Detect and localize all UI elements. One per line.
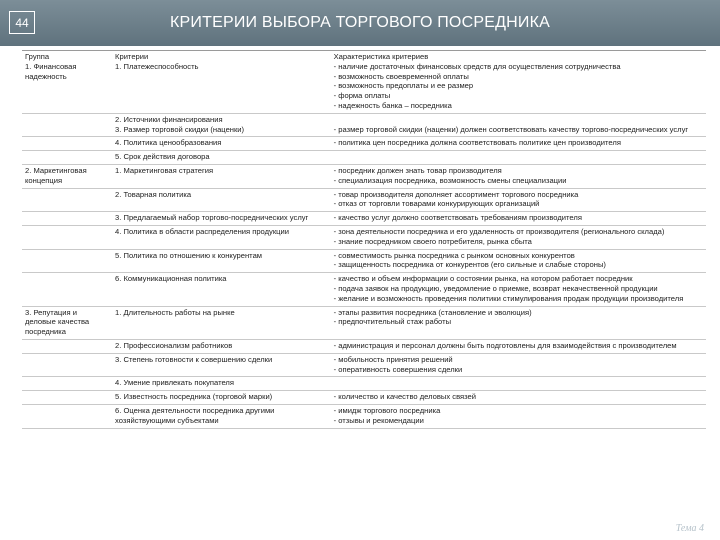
- description-cell: - количество и качество деловых связей: [331, 391, 706, 405]
- description-cell: - товар производителя дополняет ассортимент торгового посредника - отказ от торговли товарами конкурирующих организаций: [331, 188, 706, 212]
- table-row: [22, 151, 706, 165]
- criterion-cell: 6. Коммуникационная политика: [112, 273, 331, 306]
- group-cell: [22, 137, 112, 151]
- slide-number: 44: [9, 11, 35, 34]
- table-row: [22, 339, 706, 353]
- group-cell: [22, 391, 112, 405]
- criteria-table-container: [22, 50, 706, 429]
- description-cell: - совместимость рынка посредника с рынком основных конкурентов - защищенность посредника от конкурентов (его сильные и слабые стороны): [331, 249, 706, 273]
- description-cell: - посредник должен знать товар производителя - специализация посредника, возможность смены специализации: [331, 164, 706, 188]
- table-row: [22, 353, 706, 377]
- table-row: [22, 113, 706, 137]
- criterion-cell: 1. Маркетинговая стратегия: [112, 164, 331, 188]
- group-cell: [22, 225, 112, 249]
- table-row: [22, 225, 706, 249]
- criterion-cell: 3. Предлагаемый набор торгово-посреднических услуг: [112, 212, 331, 226]
- description-cell: - качество услуг должно соответствовать требованиям производителя: [331, 212, 706, 226]
- group-cell: [22, 339, 112, 353]
- description-cell: - зона деятельности посредника и его удаленность от производителя (регионального склада) - знание посредником своего потребителя, рынка сбыта: [331, 225, 706, 249]
- group-cell: 3. Репутация и деловые качества посредника: [22, 306, 112, 339]
- table-row: [22, 249, 706, 273]
- table-row: [22, 212, 706, 226]
- description-cell: - качество и объем информации о состоянии рынка, на котором работает посредник - подача заявок на продукцию, уведомление о приемке, возврат некачественной продукции - желание и возможность проведения политики стимулирования продаж продукции производителя: [331, 273, 706, 306]
- description-cell: [331, 151, 706, 165]
- description-cell: - имидж торгового посредника - отзывы и рекомендации: [331, 404, 706, 428]
- criterion-cell: 2. Товарная политика: [112, 188, 331, 212]
- group-cell: [22, 151, 112, 165]
- group-cell: [22, 377, 112, 391]
- criterion-cell: 1. Длительность работы на рынке: [112, 306, 331, 339]
- group-cell: Группа 1. Финансовая надежность: [22, 51, 112, 114]
- table-row: [22, 404, 706, 428]
- description-cell: - администрация и персонал должны быть подготовлены для взаимодействия с производителем: [331, 339, 706, 353]
- criterion-cell: 4. Политика ценообразования: [112, 137, 331, 151]
- table-row: [22, 306, 706, 339]
- criterion-cell: 6. Оценка деятельности посредника другими хозяйствующими субъектами: [112, 404, 331, 428]
- description-cell: - этапы развития посредника (становление и эволюция) - предпочтительный стаж работы: [331, 306, 706, 339]
- table-row: [22, 273, 706, 306]
- group-cell: [22, 188, 112, 212]
- table-row: [22, 164, 706, 188]
- group-cell: [22, 273, 112, 306]
- criterion-cell: Критерии 1. Платежеспособность: [112, 51, 331, 114]
- group-cell: [22, 353, 112, 377]
- criterion-cell: 5. Известность посредника (торговой марки): [112, 391, 331, 405]
- group-cell: [22, 404, 112, 428]
- description-cell: Характеристика критериев - наличие достаточных финансовых средств для осуществления сотрудничества - возможность своевременной оплаты - возможность предоплаты и ее размер - форма оплаты - надежность банка – посредника: [331, 51, 706, 114]
- footer-topic: Тема 4: [675, 523, 704, 534]
- criterion-cell: 4. Политика в области распределения продукции: [112, 225, 331, 249]
- title-bar: [0, 0, 720, 46]
- criterion-cell: 5. Политика по отношению к конкурентам: [112, 249, 331, 273]
- description-cell: - размер торговой скидки (наценки) должен соответствовать качеству торгово-посреднических услуг: [331, 113, 706, 137]
- description-cell: - мобильность принятия решений - оперативность совершения сделки: [331, 353, 706, 377]
- group-cell: 2. Маркетинговая концепция: [22, 164, 112, 188]
- criteria-table: [22, 50, 706, 429]
- description-cell: [331, 377, 706, 391]
- group-cell: [22, 249, 112, 273]
- table-row: [22, 137, 706, 151]
- group-cell: [22, 113, 112, 137]
- criterion-cell: 2. Профессионализм работников: [112, 339, 331, 353]
- criterion-cell: 5. Срок действия договора: [112, 151, 331, 165]
- group-cell: [22, 212, 112, 226]
- table-row: [22, 51, 706, 114]
- slide-title: КРИТЕРИИ ВЫБОРА ТОРГОВОГО ПОСРЕДНИКА: [170, 14, 550, 31]
- table-row: [22, 188, 706, 212]
- table-row: [22, 391, 706, 405]
- criterion-cell: 2. Источники финансирования 3. Размер торговой скидки (наценки): [112, 113, 331, 137]
- table-row: [22, 377, 706, 391]
- description-cell: - политика цен посредника должна соответствовать политике цен производителя: [331, 137, 706, 151]
- criterion-cell: 4. Умение привлекать покупателя: [112, 377, 331, 391]
- criterion-cell: 3. Степень готовности к совершению сделки: [112, 353, 331, 377]
